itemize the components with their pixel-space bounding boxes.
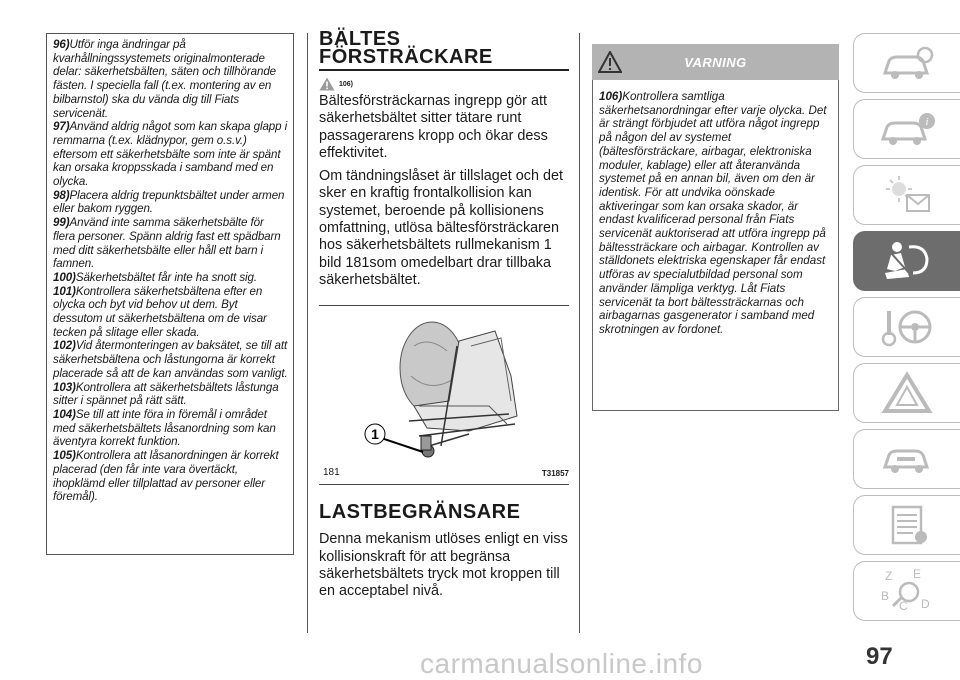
tab-car-repair[interactable] [853, 429, 960, 489]
section-heading-2: LASTBEGRÄNSARE [319, 501, 521, 524]
figure-181 [319, 305, 569, 485]
tab-safety[interactable] [853, 231, 960, 291]
paragraph-1: Bältesförsträckarnas ingrepp gör att säkerhetsbältet sitter tätare runt passagerarens kropp och ökar dess effektivitet. [319, 93, 548, 161]
notes-box [46, 33, 294, 555]
car-search-icon [877, 43, 937, 83]
warning-box [592, 44, 839, 411]
svg-text:E: E [913, 567, 922, 581]
column-divider-2 [579, 33, 580, 633]
svg-text:B: B [881, 589, 890, 603]
index-icon [877, 566, 937, 616]
note-102: 102)Vid återmonteringen av baksätet, se till att säkerhetsbältena och låstungorna är korrekt placerade så att de kan användas som vanligt. [53, 339, 288, 380]
note-99: 99)Använd inte samma säkerhetsbälte för flera personer. Spänn aldrig fast ett spädbarn med ditt säkerhetsbälte eller håll ett barn i famnen. [53, 216, 281, 271]
tab-car-search[interactable] [853, 33, 960, 93]
svg-text:Z: Z [885, 569, 893, 583]
seat-airbag-icon [877, 239, 937, 283]
middle-column [319, 30, 569, 600]
tab-index[interactable] [853, 561, 960, 621]
warning-number: 106) [599, 90, 623, 103]
note-104: 104)Se till att inte föra in föremål i området med säkerhetsbältets låsanordning som kan äventyra korrekt funktion. [53, 407, 276, 449]
key-wheel-icon [877, 305, 937, 349]
figure-code: T31857 [541, 469, 569, 479]
ref-number: 106) [339, 80, 354, 88]
warning-text: Kontrollera samtliga säkerhetsanordningar efter varje olycka. Det är strängt förbjudet att utföra något ingrepp på någon del av systemet (bältesförsträckare, airbagar, elektroniska moduler, kablage) eller att återanvända systemet på en annan bil, även om den är identisk. För att undvika oönskade aktiveringar som kan orsaka skador, är endast kvalificerad personal från Fiats servicenät auktoriserad att utföra ingrepp på bältessträckare och airbagar. Kontrollen av ställdonets elektriska egenskaper får endast utföras av specialutbildad personal som använder lämpliga verktyg. Låt Fiats servicenät ta bort bältessträckarnas och airbagarnas gasgenerator i samband med skrotningen av fordonet. [599, 90, 827, 336]
chapter-tabs [853, 33, 960, 627]
figure-number: 181 [323, 467, 340, 479]
tab-key-wheel[interactable] [853, 297, 960, 357]
warning-title: VARNING [684, 54, 747, 70]
heading-rule [319, 69, 569, 71]
specs-icon [877, 503, 937, 547]
section-heading-line2: FÖRSTRÄCKARE [319, 46, 493, 68]
tab-specs[interactable] [853, 495, 960, 555]
warning-triangle-icon [598, 51, 622, 73]
watermark: carmanualsonline.info [420, 648, 703, 679]
warning-header [592, 44, 839, 80]
callout-1: 1 [371, 426, 379, 443]
paragraph-3: Denna mekanism utlöses enligt en viss kollisionskraft för att begränsa säkerhetsbältets tryck mot kroppen till en acceptabel nivå. [319, 531, 568, 600]
tab-car-info[interactable] [853, 99, 960, 159]
note-101: 101)Kontrollera säkerhetsbältena efter en olycka och byt vid behov ut dem. Byt dessutom ut säkerhetsbältena om de visar tecken på slitage eller skada. [53, 284, 267, 339]
note-105: 105)Kontrollera att låsanordningen är korrekt placerad (den får inte vara övertäckt, ihopklämd eller tillplattad av personer eller föremål). [53, 449, 279, 504]
dashboard-lights-icon [877, 173, 937, 217]
paragraph-2: Om tändningslåset är tillslaget och det sker en kraftig frontalkollision kan systemet, beroende på kollisionens omfattning, utlösa bältesförsträckaren hos säkerhetsbältets rullmekanism 1 bild 181som omedelbart drar tillbaka säkerhetsbältet. [319, 168, 563, 288]
warning-triangle-icon [877, 371, 937, 415]
page-number: 97 [866, 643, 893, 670]
note-98: 98)Placera aldrig trepunktsbältet under armen eller bakom ryggen. [53, 188, 285, 216]
note-100: 100)Säkerhetsbältet får inte ha snott sig. [53, 270, 257, 284]
warning-body [592, 80, 839, 411]
section-heading-line1: BÄLTES [319, 28, 401, 50]
warning-triangle-icon [319, 77, 335, 91]
svg-text:i: i [925, 116, 929, 128]
note-96: 96)Utför inga ändringar på kvarhållningssystemets originalmonterade delar: säkerhetsbälten, säten och tillhörande fästen. I speciella fall (t.ex. montering av en bilbarnstol) ska du vända dig till Fiats servicenät. [53, 38, 277, 120]
car-repair-icon [877, 437, 937, 481]
tab-dashboard-lights[interactable] [853, 165, 960, 225]
column-divider [307, 33, 308, 633]
warning-ref [319, 75, 569, 93]
svg-text:C: C [899, 599, 908, 613]
tab-emergency[interactable] [853, 363, 960, 423]
svg-text:D: D [921, 597, 930, 611]
note-103: 103)Kontrollera att säkerhetsbältets låstunga sitter i spännet på rätt sätt. [53, 380, 279, 408]
seatbelt-pretensioner-illustration [319, 306, 569, 484]
note-97: 97)Använd aldrig något som kan skapa glapp i remmarna (t.ex. klädnypor, gem o.s.v.) eftersom ett säkerhetsbälte som inte är spänt kan orsaka kroppsskada i samband med en olycka. [53, 120, 288, 189]
car-info-icon [877, 109, 937, 149]
